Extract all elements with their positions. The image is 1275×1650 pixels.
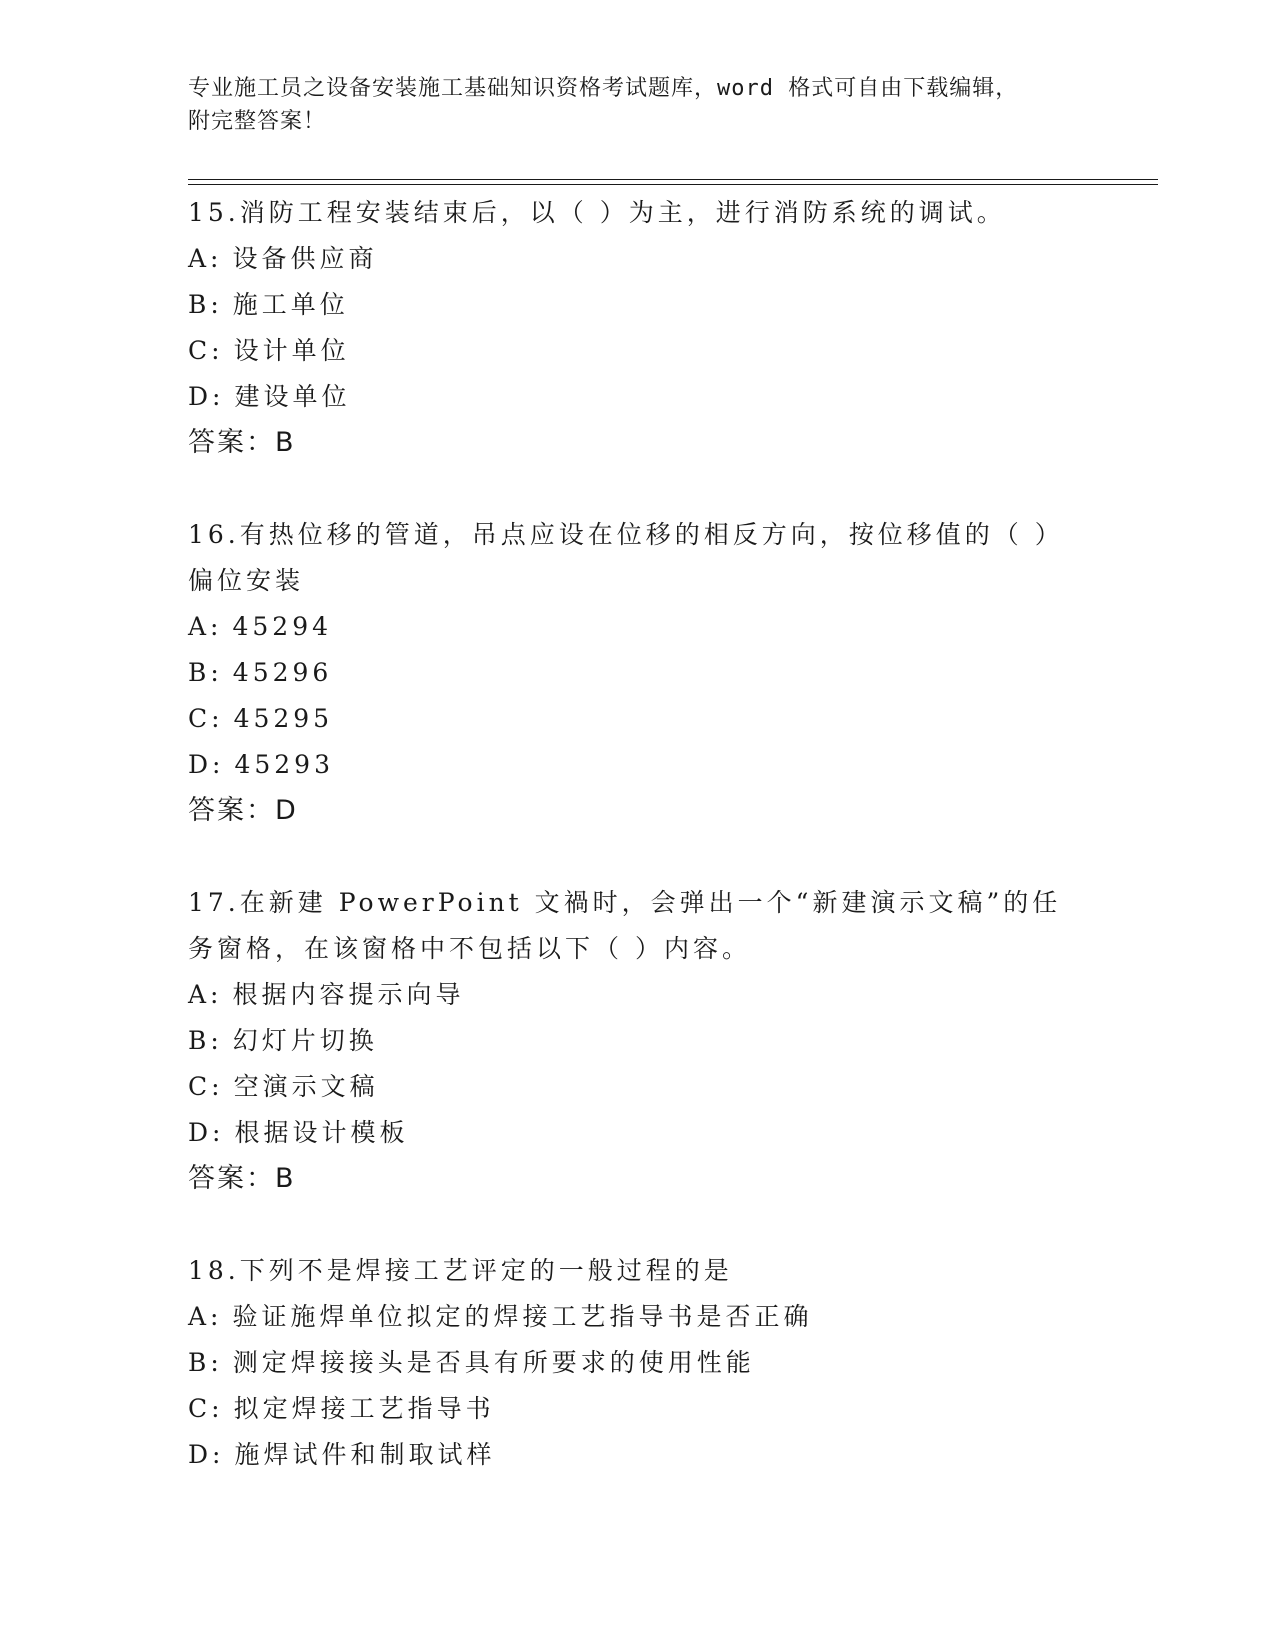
answer-line: 答案：D xyxy=(188,795,298,826)
option-letter: D: xyxy=(188,750,225,779)
question-text: 16.有热位移的管道，吊点应设在位移的相反方向，按位移值的（ ）偏位安装 xyxy=(188,520,1064,595)
option-text: 建设单位 xyxy=(234,382,351,411)
option-d xyxy=(188,1432,1088,1478)
option-d xyxy=(188,742,1088,788)
option-text: 根据内容提示向导 xyxy=(232,980,465,1009)
option-d xyxy=(188,1110,1088,1156)
question-17 xyxy=(188,880,1088,1202)
question-text: 15.消防工程安装结束后，以（ ）为主，进行消防系统的调试。 xyxy=(188,198,1006,227)
option-a xyxy=(188,236,1088,282)
option-letter: A: xyxy=(188,1302,223,1331)
option-letter: C: xyxy=(188,1072,224,1101)
option-letter: D: xyxy=(188,1118,225,1147)
option-text: 施焊试件和制取试样 xyxy=(234,1440,496,1469)
option-letter: A: xyxy=(188,980,223,1009)
document-header xyxy=(188,72,1068,138)
option-letter: D: xyxy=(188,382,225,411)
option-letter: C: xyxy=(188,1394,224,1423)
option-text: 45293 xyxy=(234,750,334,779)
option-c xyxy=(188,696,1088,742)
answer-line: 答案：B xyxy=(188,427,296,458)
option-text: 空演示文稿 xyxy=(233,1072,379,1101)
option-letter: C: xyxy=(188,704,224,733)
option-text: 设计单位 xyxy=(233,336,350,365)
question-16 xyxy=(188,512,1088,834)
option-letter: B: xyxy=(188,1026,223,1055)
option-text: 验证施焊单位拟定的焊接工艺指导书是否正确 xyxy=(232,1302,813,1331)
question-list xyxy=(188,190,1088,1524)
option-c xyxy=(188,1064,1088,1110)
option-letter: A: xyxy=(188,612,223,641)
option-text: 45294 xyxy=(232,612,333,641)
option-b xyxy=(188,282,1088,328)
option-c xyxy=(188,1386,1088,1432)
option-letter: B: xyxy=(188,1348,223,1377)
header-divider-top xyxy=(188,179,1158,180)
question-15 xyxy=(188,190,1088,466)
option-a xyxy=(188,1294,1088,1340)
option-text: 测定焊接接头是否具有所要求的使用性能 xyxy=(232,1348,755,1377)
question-text: 18.下列不是焊接工艺评定的一般过程的是 xyxy=(188,1256,733,1285)
option-b xyxy=(188,1018,1088,1064)
header-line-2: 附完整答案！ xyxy=(188,109,327,134)
option-text: 根据设计模板 xyxy=(234,1118,409,1147)
question-18 xyxy=(188,1248,1088,1478)
option-letter: B: xyxy=(188,658,223,687)
option-letter: B: xyxy=(188,290,223,319)
option-letter: A: xyxy=(188,244,223,273)
option-letter: D: xyxy=(188,1440,225,1469)
option-letter: C: xyxy=(188,336,224,365)
question-text: 17.在新建 PowerPoint 文禍时，会弹出一个“新建演示文稿”的任务窗格，在该窗格中不包括以下（ ）内容。 xyxy=(188,888,1062,963)
option-text: 拟定焊接工艺指导书 xyxy=(233,1394,495,1423)
header-line-1: 专业施工员之设备安装施工基础知识资格考试题库，word 格式可自由下载编辑， xyxy=(188,76,1019,101)
answer-line: 答案：B xyxy=(188,1163,296,1194)
option-b xyxy=(188,650,1088,696)
option-d xyxy=(188,374,1088,420)
option-text: 45296 xyxy=(232,658,333,687)
option-c xyxy=(188,328,1088,374)
option-text: 设备供应商 xyxy=(232,244,378,273)
option-text: 幻灯片切换 xyxy=(232,1026,378,1055)
option-b xyxy=(188,1340,1088,1386)
option-text: 45295 xyxy=(233,704,334,733)
header-divider-bottom xyxy=(188,184,1158,185)
option-a xyxy=(188,604,1088,650)
option-text: 施工单位 xyxy=(232,290,349,319)
option-a xyxy=(188,972,1088,1018)
